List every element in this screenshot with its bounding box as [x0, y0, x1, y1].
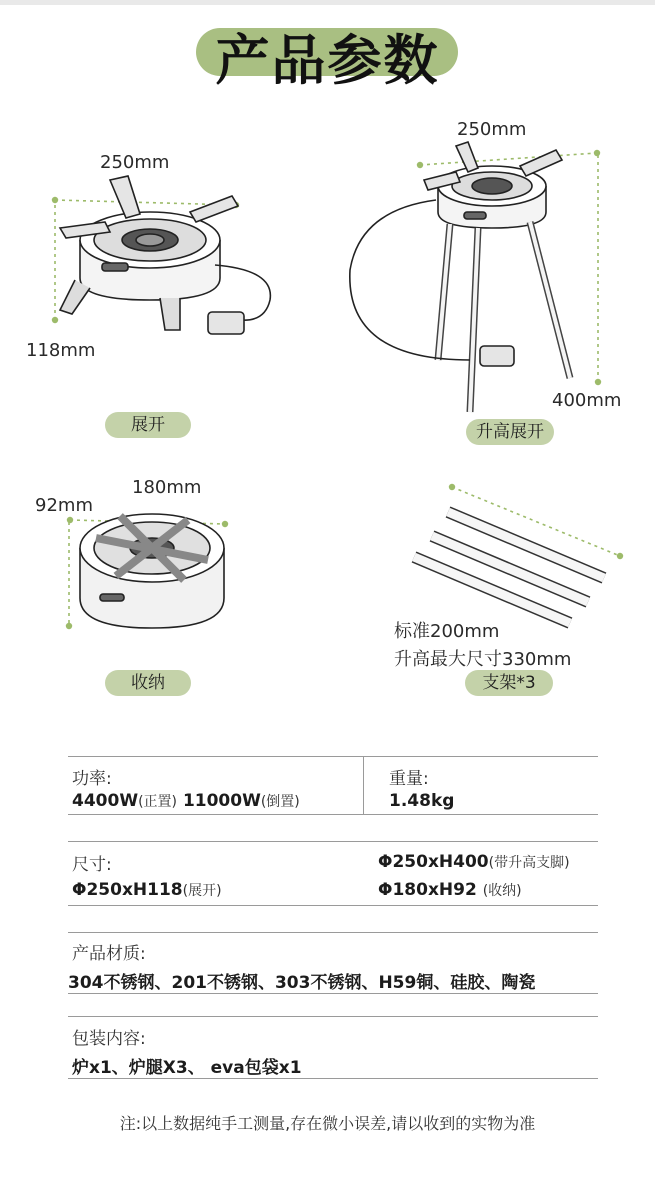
leg-1 [448, 512, 604, 578]
size-raised-value: Φ250xH400(带升高支脚) [378, 852, 570, 872]
divider-vertical [363, 756, 364, 814]
material-value: 304不锈钢、201不锈钢、303不锈钢、H59铜、硅胶、陶瓷 [68, 973, 536, 993]
page-title: 产品参数 [215, 29, 440, 92]
size-unfolded-value: Φ250xH118(展开) [72, 880, 222, 900]
caption-legs: 支架*3 [465, 670, 553, 696]
legs-drawing [414, 487, 620, 623]
divider [68, 1016, 598, 1017]
caption-unfolded: 展开 [105, 412, 191, 438]
divider [68, 905, 598, 906]
power-label: 功率: [72, 769, 112, 789]
measurement-note: 注:以上数据纯手工测量,存在微小误差,请以收到的实物为准 [119, 1114, 536, 1133]
size-label: 尺寸: [72, 855, 112, 875]
divider [68, 993, 598, 994]
divider [68, 756, 598, 757]
divider [68, 1078, 598, 1079]
divider [68, 932, 598, 933]
raised-height-label: 400mm [552, 390, 622, 411]
divider [68, 841, 598, 842]
divider [68, 814, 598, 815]
stored-height-label: 92mm [35, 495, 93, 516]
caption-stored: 收纳 [105, 670, 191, 696]
weight-label: 重量: [389, 769, 429, 789]
stove-stored-drawing [69, 514, 225, 628]
stored-width-label: 180mm [132, 477, 202, 498]
legs-standard-length: 标准200mm [394, 621, 500, 642]
package-label: 包装内容: [72, 1029, 146, 1049]
package-value: 炉x1、炉腿X3、 eva包袋x1 [72, 1058, 302, 1078]
raised-width-label: 250mm [457, 119, 527, 140]
unfolded-width-label: 250mm [100, 152, 170, 173]
unfolded-height-label: 118mm [26, 340, 96, 361]
weight-value: 1.48kg [389, 791, 455, 811]
stove-unfolded-drawing [55, 176, 270, 334]
caption-raised: 升高展开 [466, 419, 554, 445]
material-label: 产品材质: [72, 944, 146, 964]
legs-max-length: 升高最大尺寸330mm [394, 649, 572, 670]
stove-raised-drawing [350, 142, 598, 412]
size-stored-value: Φ180xH92 (收纳) [378, 880, 522, 900]
power-value: 4400W(正置) 11000W(倒置) [72, 791, 300, 811]
